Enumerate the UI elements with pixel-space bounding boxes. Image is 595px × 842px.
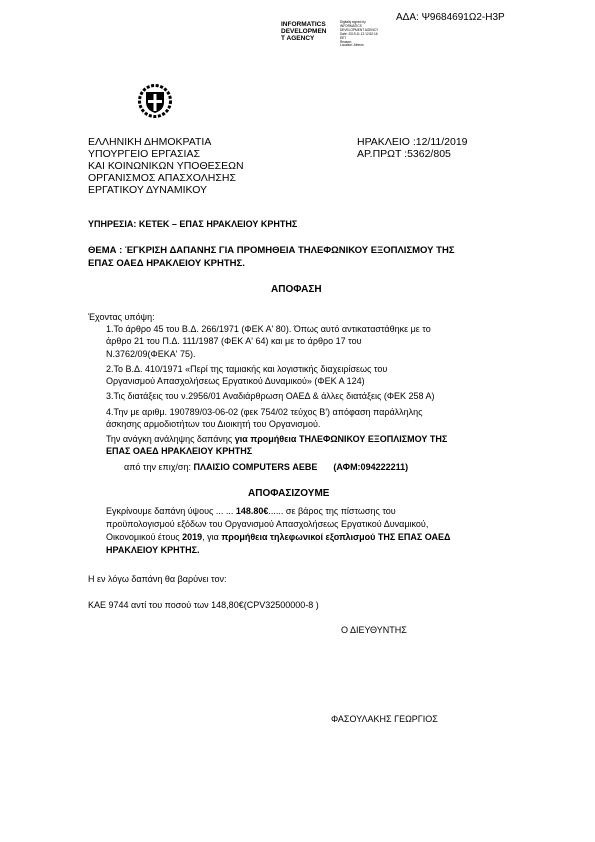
stamp-detail-line: Date: 2019.11.13 12:52:16 — [340, 31, 378, 36]
approve-line: προϋπολογισμού εξόδων του Οργανισμού Απασχολήσεως Εργατικού Δυναμικού, — [106, 519, 429, 529]
greek-coat-of-arms-icon — [138, 83, 172, 121]
approve-line — [106, 531, 450, 543]
need-line-2: ΕΠΑΣ ΟΑΕΔ ΗΡΑΚΛΕΙΟΥ ΚΡΗΤΗΣ — [106, 446, 253, 456]
recital-item: 4.Την με αριθμ. 190789/03-06-02 (φεκ 754/02 τεύχος Β') απόφαση παράλληλης — [106, 407, 423, 417]
recital-item: άσκησης αρμοδιοτήτων του Διοικητή του Οργανισμού. — [106, 419, 321, 429]
approve-suffix: ...... σε βάρος της πίστωσης του — [268, 506, 396, 516]
supplier-name: ΠΛΑΙΣΙΟ COMPUTERS ΑΕΒΕ — [193, 462, 318, 472]
decide-title: ΑΠΟΦΑΣΙΖΟΥΜΕ — [248, 488, 330, 499]
digital-signature-details — [340, 21, 378, 48]
approve-prefix: Εγκρίνουμε δαπάνη ύψους ... ... — [106, 506, 236, 516]
header-line: ΚΑΙ ΚΟΙΝΩΝΙΚΩΝ ΥΠΟΘΕΣΕΩΝ — [88, 160, 244, 172]
header-line: ΟΡΓΑΝΙΣΜΟΣ ΑΠΑΣΧΟΛΗΣΗΣ — [88, 172, 236, 184]
stamp-detail-line: INFORMATICS — [340, 23, 362, 28]
stamp-line: DEVELOPMEN — [281, 28, 327, 36]
protocol-number: ΑΡ.ΠΡΩΤ :5362/805 — [357, 148, 451, 160]
recital-item: 2.Το Β.Δ. 410/1971 «Περί της ταμιακής και λογιστικής διαχειρίσεως του — [106, 364, 388, 374]
approve-purpose: προμήθεια τηλεφωνικοί εξοπλισμού ΤΗΣ ΕΠΑΣ ΟΑΕΔ — [221, 532, 451, 542]
charge-line: Η εν λόγω δαπάνη θα βαρύνει τον: — [88, 574, 227, 584]
date-protocol-block — [357, 136, 468, 160]
approve-amount: 148.80€ — [235, 506, 269, 516]
approve-year: 2019 — [182, 532, 203, 542]
recital-item: Οργανισμού Απασχολήσεως Εργατικού Δυναμικού» (ΦΕΚ Α 124) — [106, 376, 365, 386]
recital-item: 1.Το άρθρο 45 του Β.Δ. 266/1971 (ΦΕΚ Α' 80). Όπως αυτό αντικαταστάθηκε με το — [106, 324, 431, 334]
stamp-detail-line: Reason: — [340, 39, 352, 44]
document-date: ΗΡΑΚΛΕΙΟ :12/11/2019 — [357, 136, 468, 148]
need-bold: για προμήθεια ΤΗΛΕΦΩΝΙΚΟΥ ΕΞΟΠΛΙΣΜΟΥ ΤΗΣ — [234, 434, 448, 444]
service-line: ΥΠΗΡΕΣΙΑ: ΚΕΤΕΚ – ΕΠΑΣ ΗΡΑΚΛΕΙΟΥ ΚΡΗΤΗΣ — [88, 219, 298, 229]
decision-title: ΑΠΟΦΑΣΗ — [271, 284, 322, 295]
header-line: ΥΠΟΥΡΓΕΙΟ ΕΡΓΑΣΙΑΣ — [88, 148, 200, 160]
need-prefix: Την ανάγκη ανάληψης δαπάνης — [106, 434, 235, 444]
subject-line — [88, 244, 455, 270]
subject-text: ΘΕΜΑ : ΈΓΚΡΙΣΗ ΔΑΠΑΝΗΣ ΓΙΑ ΠΡΟΜΗΘΕΙΑ ΤΗΛΕΦΩΝΙΚΟΥ ΕΞΟΠΛΙΣΜΟΥ ΤΗΣ — [88, 245, 455, 256]
supplier-prefix: από την επιχ/ση: — [124, 462, 194, 472]
stamp-detail-line: DEVELOPMENT AGENCY — [340, 27, 379, 32]
stamp-detail-line: EET — [340, 35, 347, 40]
stamp-detail-line: Digitally signed by — [340, 20, 366, 24]
ada-code: ΑΔΑ: Ψ9684691Ω2-Η3Ρ — [396, 12, 505, 23]
recital-item: Ν.3762/09(ΦΕΚΑ' 75). — [106, 349, 196, 359]
approve-mid: , για — [202, 532, 222, 542]
kae-line: ΚΑΕ 9744 αντί του ποσού των 148,80€(CPV32500000-8 ) — [88, 600, 319, 610]
stamp-detail-line: Location: Athens — [340, 43, 364, 48]
subject-text: ΕΠΑΣ ΟΑΕΔ ΗΡΑΚΛΕΙΟΥ ΚΡΗΤΗΣ. — [88, 258, 245, 269]
header-line: ΕΡΓΑΤΙΚΟΥ ΔΥΝΑΜΙΚΟΥ — [88, 184, 208, 196]
supplier-afm: (ΑΦΜ:094222211) — [333, 462, 409, 472]
recital-item: άρθρο 21 του Π.Δ. 111/1987 (ΦΕΚ Α' 64) και με το άρθρο 17 του — [106, 336, 362, 346]
digital-signature-stamp — [281, 21, 327, 43]
header-line: ΕΛΛΗΝΙΚΗ ΔΗΜΟΚΡΑΤΙΑ — [88, 136, 212, 148]
supplier-line — [124, 461, 408, 473]
recital-item: 3.Τις διατάξεις του ν.2956/01 Αναδιάρθρωση ΟΑΕΔ & άλλες διατάξεις (ΦΕΚ 258 Α) — [106, 391, 435, 401]
stamp-line: INFORMATICS — [281, 21, 326, 28]
need-line — [106, 433, 447, 445]
approve-year-prefix: Οικονομικού έτους — [106, 532, 183, 542]
stamp-line: T AGENCY — [281, 35, 315, 43]
approve-line — [106, 505, 396, 517]
considering-label: Έχοντας υπόψη: — [88, 312, 155, 322]
signature-title: Ο ΔΙΕΥΘΥΝΤΗΣ — [341, 625, 407, 635]
signature-name: ΦΑΣΟΥΛΑΚΗΣ ΓΕΩΡΓΙΟΣ — [331, 714, 438, 724]
issuer-header — [88, 136, 244, 196]
approve-line: ΗΡΑΚΛΕΙΟΥ ΚΡΗΤΗΣ. — [106, 545, 200, 555]
